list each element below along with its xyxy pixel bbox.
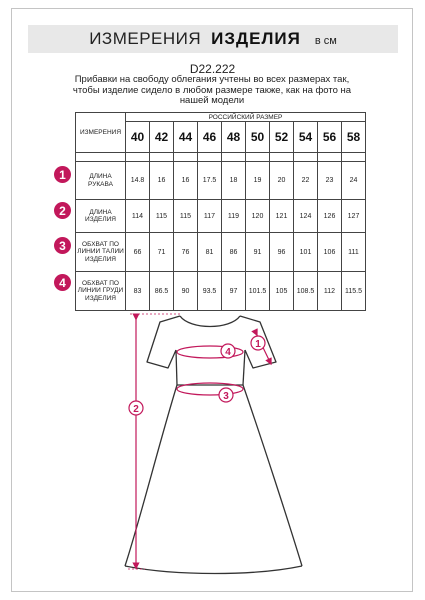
table-cell: 17.5 [198,162,222,200]
table-cell: 124 [294,200,318,233]
size-header: 44 [174,122,198,153]
dress-diagram [0,300,425,590]
table-row-sleeve-length [76,162,366,200]
fit-note: Прибавки на свободу облегания учтены во всех размерах так, чтобы изделие сидело в любом размере также, как на фото на нашей модели [72,74,352,106]
table-cell: 91 [246,233,270,272]
table-cell: 22 [294,162,318,200]
size-header: 42 [150,122,174,153]
row-badge-1: 1 [54,166,71,183]
size-header: 46 [198,122,222,153]
marker-2-label: 2 [133,404,139,415]
row-badge-3: 3 [54,237,71,254]
table-cell: 20 [270,162,294,200]
table-cell: 115.5 [342,272,366,311]
spacer-row [76,153,366,162]
table-corner-label: ИЗМЕРЕНИЯ [76,113,126,153]
size-table [75,112,366,311]
title-product: ИЗДЕЛИЯ [211,29,301,48]
table-cell: 93.5 [198,272,222,311]
size-header: 56 [318,122,342,153]
table-cell: 86 [222,233,246,272]
title-measurements: ИЗМЕРЕНИЯ [89,29,202,48]
table-cell: 24 [342,162,366,200]
size-header: 48 [222,122,246,153]
table-cell: 108.5 [294,272,318,311]
row-label: ОБХВАТ ПО ЛИНИИ ГРУДИ ИЗДЕЛИЯ [76,272,126,311]
row-badge-4: 4 [54,274,71,291]
table-cell: 16 [174,162,198,200]
table-cell: 18 [222,162,246,200]
table-cell: 115 [150,200,174,233]
row-label: ДЛИНА ИЗДЕЛИЯ [76,200,126,233]
size-header: 50 [246,122,270,153]
table-cell: 101.5 [246,272,270,311]
table-cell: 126 [318,200,342,233]
marker-4-label: 4 [225,347,231,358]
table-cell: 19 [246,162,270,200]
table-cell: 121 [270,200,294,233]
table-cell: 120 [246,200,270,233]
table-cell: 83 [126,272,150,311]
size-header: 40 [126,122,150,153]
table-cell: 76 [174,233,198,272]
product-code: D22.222 [189,62,236,76]
table-cell: 66 [126,233,150,272]
row-badge-2: 2 [54,202,71,219]
title-bar [28,25,398,53]
size-header: 54 [294,122,318,153]
table-cell: 71 [150,233,174,272]
table-cell: 97 [222,272,246,311]
table-cell: 112 [318,272,342,311]
table-cell: 119 [222,200,246,233]
table-cell: 90 [174,272,198,311]
size-group-header: РОССИЙСКИЙ РАЗМЕР [126,113,366,122]
table-cell: 114 [126,200,150,233]
row-label: ДЛИНА РУКАВА [76,162,126,200]
table-cell: 117 [198,200,222,233]
table-cell: 86.5 [150,272,174,311]
table-row-waist [76,233,366,272]
table-cell: 23 [318,162,342,200]
size-header: 58 [342,122,366,153]
marker-1-label: 1 [255,339,261,350]
table-cell: 14.8 [126,162,150,200]
table-cell: 115 [174,200,198,233]
table-cell: 105 [270,272,294,311]
title-unit: в см [314,34,337,47]
table-cell: 106 [318,233,342,272]
table-cell: 96 [270,233,294,272]
dress-outline [125,316,302,574]
table-cell: 127 [342,200,366,233]
table-row-product-length [76,200,366,233]
table-cell: 101 [294,233,318,272]
row-label: ОБХВАТ ПО ЛИНИИ ТАЛИИ ИЗДЕЛИЯ [76,233,126,272]
marker-3-label: 3 [223,391,229,402]
table-cell: 81 [198,233,222,272]
size-header: 52 [270,122,294,153]
table-cell: 16 [150,162,174,200]
table-cell: 111 [342,233,366,272]
